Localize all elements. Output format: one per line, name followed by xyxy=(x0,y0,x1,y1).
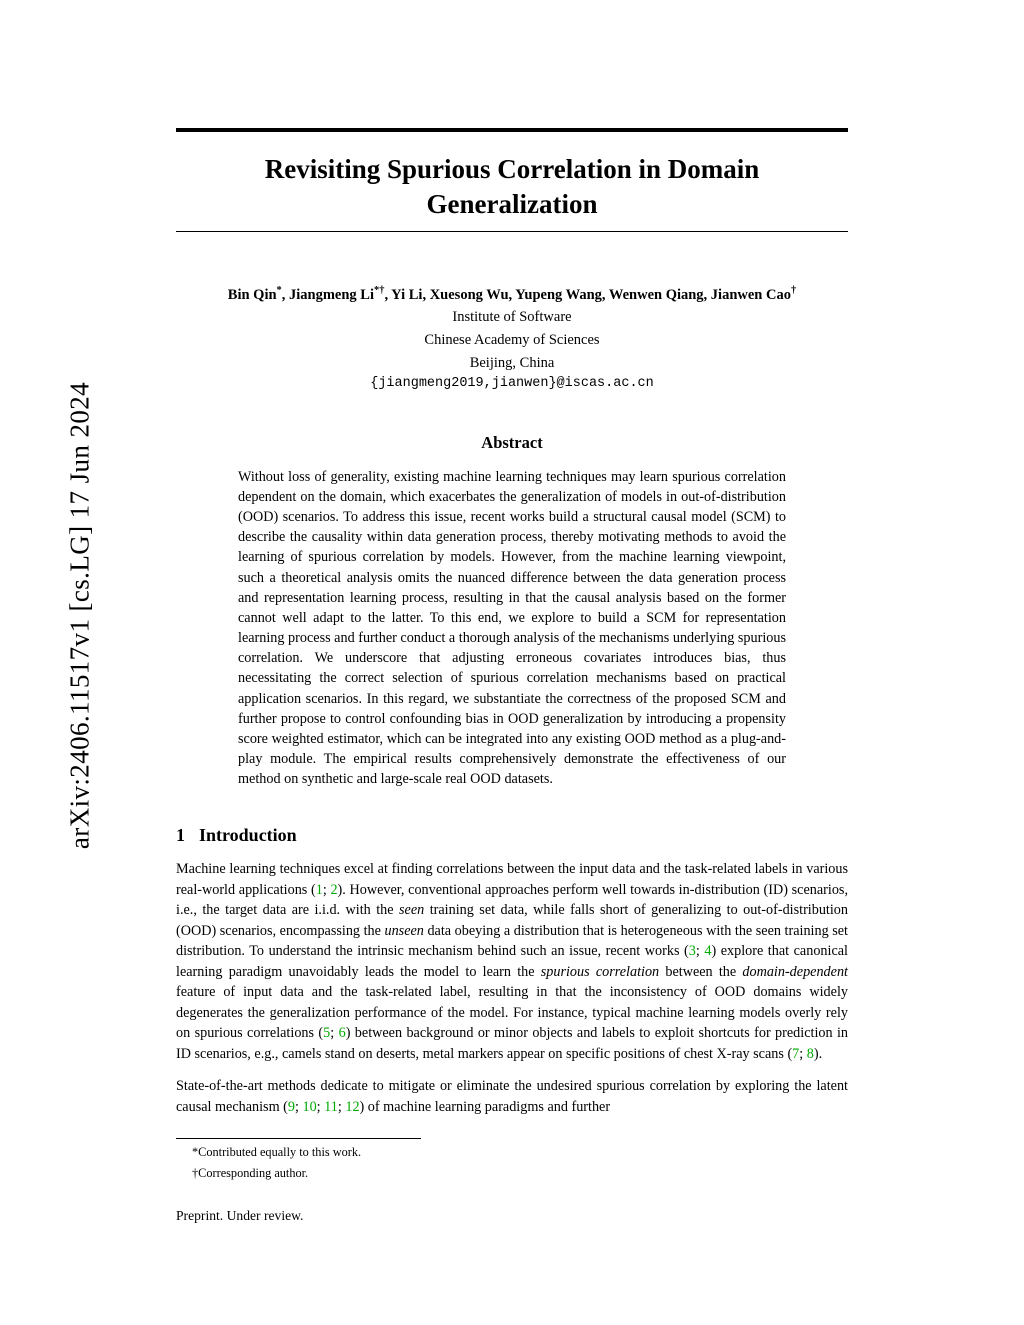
affiliation-line-3: Beijing, China xyxy=(469,354,555,371)
text-run: ) between background or minor objects and labels to exploit shortcuts for prediction in ID scenarios, e.g., camels stand on deserts, metal markers appear on specific positions of chest X-ray scans ( xyxy=(176,1025,849,1062)
arxiv-stamp xyxy=(0,0,170,1325)
emphasis-spurious-correlation: spurious correlation xyxy=(540,963,660,980)
intro-paragraph-2 xyxy=(176,1076,848,1117)
contact-email: {jiangmeng2019,jianwen}@iscas.ac.cn xyxy=(370,375,654,391)
arxiv-stamp-text: arXiv:2406.11517v1 [cs.LG] 17 Jun 2024 xyxy=(64,381,95,850)
citation-link-6[interactable]: 6 xyxy=(338,1025,346,1042)
footnote-1: *Contributed equally to this work. xyxy=(192,1144,362,1159)
section-number: 1 xyxy=(176,825,185,846)
text-run: ; xyxy=(330,1025,339,1042)
citation-link-9[interactable]: 9 xyxy=(287,1098,295,1115)
citation-link-4[interactable]: 4 xyxy=(704,943,712,960)
text-run: ). xyxy=(813,1045,823,1062)
text-run: ; xyxy=(322,881,331,898)
section-title: Introduction xyxy=(199,825,297,846)
abstract-heading: Abstract xyxy=(481,432,543,452)
emphasis-seen: seen xyxy=(399,902,425,919)
text-run: data obeying a distribution that is heterogeneous with the seen training set distribution. To understand the intrinsic mechanism behind such an issue, recent works ( xyxy=(176,922,849,960)
citation-link-1[interactable]: 1 xyxy=(315,881,323,898)
page-title: Revisiting Spurious Correlation in Domain Generalization xyxy=(264,154,760,219)
emphasis-domain-dependent: domain-dependent xyxy=(742,963,848,980)
text-run: ) explore that canonical learning paradigm unavoidably leads the model to learn the xyxy=(176,943,848,980)
preprint-note: Preprint. Under review. xyxy=(176,1207,304,1223)
text-run: ). However, conventional approaches perform well towards in-distribution (ID) scenarios, i.e., the target data are i.i.d. with the xyxy=(176,881,848,919)
text-run: State-of-the-art methods dedicate to mitigate or eliminate the undesired spurious correlation by exploring the latent causal mechanism ( xyxy=(176,1078,848,1115)
text-run: ; xyxy=(695,943,705,960)
paper-page xyxy=(176,0,848,1325)
citation-link-8[interactable]: 8 xyxy=(806,1045,814,1062)
section-heading-introduction xyxy=(176,825,848,846)
text-run: Machine learning techniques excel at finding correlations between the input data and the task-related labels in various real-world applications ( xyxy=(176,861,848,898)
citation-link-2[interactable]: 2 xyxy=(330,881,338,898)
title-bottom-rule xyxy=(176,231,848,232)
footnote-2: †Corresponding author. xyxy=(192,1166,309,1181)
abstract-text xyxy=(238,467,786,790)
citation-link-5[interactable]: 5 xyxy=(323,1025,331,1042)
text-run: training set data, while falls short of generalizing to out-of-distribution (OOD) scenarios, encompassing the xyxy=(176,902,848,939)
text-run: between the xyxy=(659,963,743,980)
citation-link-7[interactable]: 7 xyxy=(792,1045,800,1062)
emphasis-unseen: unseen xyxy=(384,922,424,939)
citation-link-11[interactable]: 11 xyxy=(324,1098,338,1115)
text-run: ; xyxy=(294,1098,303,1115)
text-run: ; xyxy=(799,1045,807,1062)
intro-paragraph-1 xyxy=(176,859,848,1064)
text-run: ; xyxy=(316,1098,325,1115)
affiliation-line-2: Chinese Academy of Sciences xyxy=(424,331,600,348)
affiliation-line-1: Institute of Software xyxy=(452,308,572,325)
author-names: Bin Qin*, Jiangmeng Li*†, Yi Li, Xuesong Wu, Yupeng Wang, Wenwen Qiang, Jianwen Cao† xyxy=(227,285,797,303)
text-run: feature of input data and the task-related label, resulting in that the inconsistency of OOD domains widely degenerates the generalization performance of the model. For instance, typical machine learning models overly rely on spurious correlations ( xyxy=(176,984,848,1042)
citation-link-12[interactable]: 12 xyxy=(345,1098,360,1115)
text-run: ) of machine learning paradigms and further xyxy=(359,1098,611,1115)
abstract-paragraph: Without loss of generality, existing machine learning techniques may learn spurious correlation dependent on the domain, which exacerbates the generalization of models in out-of-distribution (OOD) scenarios. To address this issue, recent works build a structural causal model (SCM) to describe the causality within data generation process, thereby motivating methods to avoid the learning of spurious correlation by models. However, from the machine learning viewpoint, such a theoretical analysis omits the nuanced difference between the data generation process and representation learning process, resulting in that the causal analysis based on the former cannot well adapt to the latter. To this end, we explore to build a SCM for representation learning process and further conduct a thorough analysis of the mechanisms underlying spurious correlation. We underscore that adjusting erroneous covariates introduces bias, thus necessitating the correct selection of spurious correlation mechanisms based on practical application scenarios. In this regard, we substantiate the correctness of the proposed SCM and further propose to control confounding bias in OOD generalization by introducing a propensity score weighted estimator, which can be integrated into any existing OOD method as a plug-and-play module. The empirical results comprehensively demonstrate the effectiveness of our method on synthetic and large-scale real OOD datasets. xyxy=(238,468,786,788)
citation-link-10[interactable]: 10 xyxy=(302,1098,317,1115)
footnote-separator xyxy=(176,1138,421,1139)
title-top-rule xyxy=(176,128,848,132)
citation-link-3[interactable]: 3 xyxy=(688,943,696,960)
text-run: ; xyxy=(337,1098,346,1115)
author-list xyxy=(176,284,848,305)
